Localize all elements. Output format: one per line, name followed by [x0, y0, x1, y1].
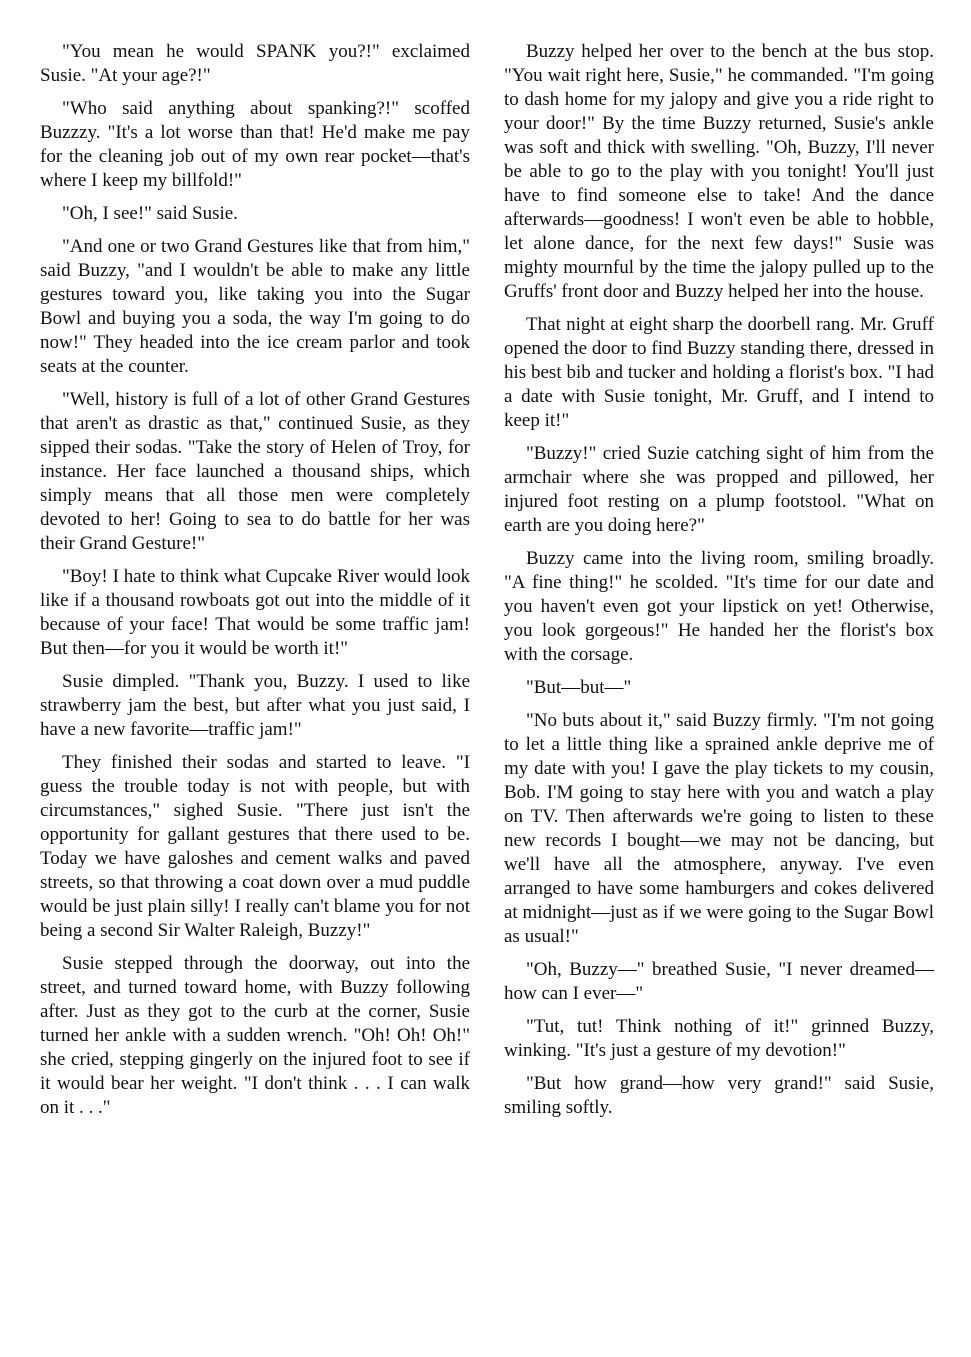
paragraph: Susie dimpled. "Thank you, Buzzy. I used to like strawberry jam the best, but after what you just said, I have a new favorite—traffic jam!" [40, 671, 470, 740]
left-column [40, 40, 470, 1129]
paragraph: "But how grand—how very grand!" said Susie, smiling softly. [504, 1073, 934, 1118]
paragraph: "Buzzy!" cried Suzie catching sight of him from the armchair where she was propped and pillowed, her injured foot resting on a plump footstool. "What on earth are you doing here?" [504, 443, 934, 536]
paragraph: "Tut, tut! Think nothing of it!" grinned Buzzy, winking. "It's just a gesture of my devotion!" [504, 1016, 934, 1061]
paragraph: They finished their sodas and started to leave. "I guess the trouble today is not with people, but with circumstances," sighed Susie. "There just isn't the opportunity for gallant gestures that there used to be. Today we have galoshes and cement walks and paved streets, so that throwing a coat down over a mud puddle would be just plain silly! I really can't blame you for not being a second Sir Walter Raleigh, Buzzy!" [40, 752, 470, 941]
paragraph: "But—but—" [526, 677, 632, 698]
paragraph: "And one or two Grand Gestures like that from him," said Buzzy, "and I wouldn't be able to make any little gestures toward you, like taking you into the Sugar Bowl and buying you a soda, the way I'm going to do now!" They headed into the ice cream parlor and took seats at the counter. [40, 236, 470, 377]
paragraph: "No buts about it," said Buzzy firmly. "I'm not going to let a little thing like a sprained ankle deprive me of my date with you! I gave the play tickets to my cousin, Bob. I'M going to stay here with you and watch a play on TV. Then afterwards we're going to listen to these new records I bought—we may not be dancing, but we'll have all the atmosphere, anyway. I've even arranged to have some hamburgers and cokes delivered at midnight—just as if we were going to the Sugar Bowl as usual!" [504, 710, 934, 947]
right-column [504, 40, 934, 1129]
paragraph: "Well, history is full of a lot of other Grand Gestures that aren't as drastic as that," continued Susie, as they sipped their sodas. "Take the story of Helen of Troy, for instance. Her face launched a thousand ships, which simply means that all those men were completely devoted to her! Going to sea to do battle for her was their Grand Gesture!" [40, 389, 470, 554]
paragraph: "Oh, Buzzy—" breathed Susie, "I never dreamed—how can I ever—" [504, 959, 934, 1004]
paragraph: "Oh, I see!" said Susie. [62, 203, 238, 224]
paragraph: "Boy! I hate to think what Cupcake River would look like if a thousand rowboats got out into the middle of it because of your face! That would be some traffic jam! But then—for you it would be worth it!" [40, 566, 470, 659]
paragraph: Buzzy helped her over to the bench at the bus stop. "You wait right here, Susie," he commanded. "I'm going to dash home for my jalopy and give you a ride right to your door!" By the time Buzzy returned, Susie's ankle was soft and thick with swelling. "Oh, Buzzy, I'll never be able to go to the play with you tonight! You'll just have to find someone else to take! And the dance afterwards—goodness! I won't even be able to hobble, let alone dance, for the next few days!" Susie was mighty mournful by the time the jalopy pulled up to the Gruffs' front door and Buzzy helped her into the house. [504, 41, 934, 302]
paragraph: That night at eight sharp the doorbell rang. Mr. Gruff opened the door to find Buzzy standing there, dressed in his best bib and tucker and holding a florist's box. "I had a date with Susie tonight, Mr. Gruff, and I intend to keep it!" [504, 314, 934, 431]
paragraph: Buzzy came into the living room, smiling broadly. "A fine thing!" he scolded. "It's time for our date and you haven't even got your lipstick on yet! Otherwise, you look gorgeous!" He handed her the florist's box with the corsage. [504, 548, 934, 665]
paragraph: Susie stepped through the doorway, out into the street, and turned toward home, with Buzzy following after. Just as they got to the curb at the corner, Susie turned her ankle with a sudden wrench. "Oh! Oh! Oh!" she cried, stepping gingerly on the injured foot to see if it would bear her weight. "I don't think . . . I can walk on it . . ." [40, 953, 470, 1118]
paragraph: "You mean he would SPANK you?!" exclaimed Susie. "At your age?!" [40, 41, 470, 86]
paragraph: "Who said anything about spanking?!" scoffed Buzzzy. "It's a lot worse than that! He'd make me pay for the cleaning job out of my own rear pocket—that's where I keep my billfold!" [40, 98, 470, 191]
